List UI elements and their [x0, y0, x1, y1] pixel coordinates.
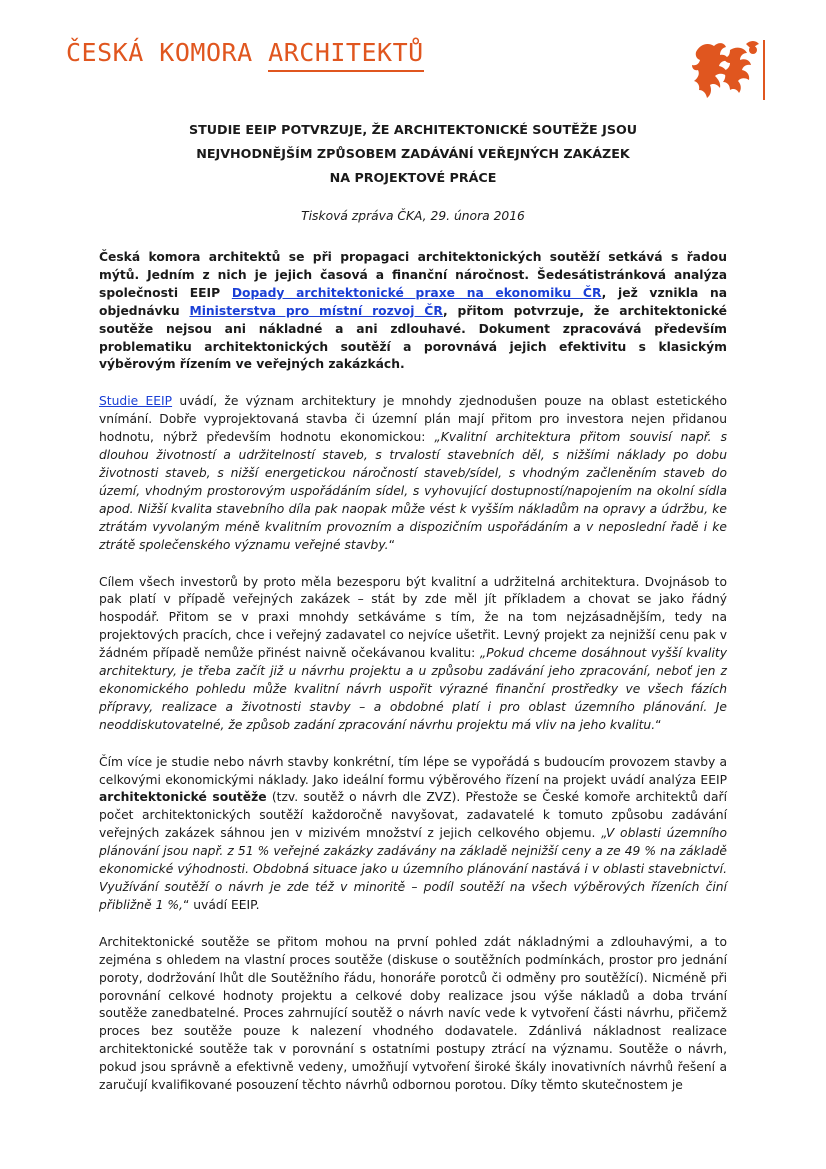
lead-paragraph: Česká komora architektů se při propagaci architektonických soutěží setkává s řadou mýtů. Jedním z nich je jejich časová a finanční náročnost. Šedesátistránková analýza společnosti EEIP Dopady architektonické praxe na ekonomiku ČR, jež vznikla na objednávku Ministerstva pro místní rozvoj ČR, přitom potvrzuje, že architektonické soutěže nejsou ani nákladné a ani zdlouhavé. Dokument zpracovává především problematiku architektonických soutěží a porovnává jejich efektivitu s klasickým výběrovým řízením ve veřejných zakázkách.	[99, 250, 728, 372]
paragraph-4: Architektonické soutěže se přitom mohou na první pohled zdát nákladnými a zdlouhavými, a to zejména s ohledem na vlastní proces soutěže (diskuse o soutěžních podmínkách, prostor pro jednání poroty, dodržování lhůt dle Soutěžního řádu, honoráře porotců či odměny pro soutěžící). Nicméně při porovnání celkové hodnoty projektu a celkové doby realizace jsou výše nákladů a doba trvání soutěže zanedbatelné. Proces zahrnující soutěž o návrh navíc vede k vytvoření části návrhu, přičemž proces bez soutěže pouze k nalezení vhodného dodavatele. Zdánlivá nákladnost realizace architektonické soutěže tak v porovnání s ostatními postupy ztrácí na významu. Soutěže o návrh, pokud jsou správně a efektivně vedeny, umožňují vytvoření široké škály inovativních návrhů řešení a zaručují kvalifikované posouzení těchto návrhů odbornou porotou. Díky těmto skutečnostem je	[99, 934, 727, 1093]
title-line: NEJVHODNĚJŠÍM ZPŮSOBEM ZADÁVÁNÍ VEŘEJNÝCH ZAKÁZEK	[196, 146, 630, 161]
paragraph-2: Cílem všech investorů by proto měla bezesporu být kvalitní a udržitelná architektura. Dvojnásob to pak platí v případě veřejných zakázek – stát by zde měl jít příkladem a chovat se jako řádný hospodář. Přitom se v praxi mnohdy setkáváme s tím, že na tom nejzásadnějším, tedy na projektových pracích, chce i veřejný zadavatel co nejvíce ušetřit. Levný projekt za nejnižší cenu pak v žádném případě nemůže přinést naivně očekávanou kvalitu: „Pokud chceme dosáhnout vyšší kvality architektury, je třeba začít již u návrhu projektu a u způsobu zadávání jeho zpracování, neboť jen z ekonomického pohledu může kvalitní návrh uspořit výrazné finanční prostředky ve všech fázích přípravy, realizace a životnosti stavby – a obdobné platí i pro oblast územního plánování. Je neoddiskutovatelné, že způsob zadání zpracování návrhu projektu má vliv na jeho kvalitu.“	[99, 574, 727, 732]
title-line: STUDIE EEIP POTVRZUJE, ŽE ARCHITEKTONICKÉ SOUTĚŽE JSOU	[188, 122, 638, 137]
studie-eeip-link[interactable]: Studie EEIP	[99, 394, 173, 409]
brand-last: ARCHITEKTŮ	[268, 38, 424, 72]
brand-first: ČESKÁ KOMORA	[66, 38, 269, 67]
title-line: NA PROJEKTOVÉ PRÁCE	[329, 170, 497, 185]
ministry-link[interactable]: Ministerstva pro místní rozvoj ČR	[189, 303, 444, 318]
quote: „Pokud chceme dosáhnout vyšší kvality architektury, je třeba začít již u návrhu projektu a u způsobu zadávání jeho zpracování, neboť jen z ekonomického pohledu může kvalitní návrh uspořit výrazné finanční prostředky ve všech fázích přípravy, realizace a životnosti stavby – a obdobné platí i pro oblast územního plánování. Je neoddiskutovatelné, že způsob zadání zpracování návrhu projektu má vliv na jeho kvalitu.	[99, 646, 727, 732]
quote: „Kvalitní architektura přitom souvisí např. s dlouhou životností a udržitelností staveb, s trvalostí stavebních děl, s nižšími náklady po dobu životnosti staveb, s nižší energetickou náročností staveb/sídel, s vhodným začleněním staveb do území, vhodným prostorovým uspořádáním sídel, s vyhovující dostupností/napojením na okolní sídla apod. Nižší kvalita stavebního díla pak naopak může vést k vyšším nákladům na opravy a údržbu, ke ztrátám vyvolaným méně kvalitním provozním a dispozičním uspořádáním a v neposlední řadě i ke ztrátě společenského významu veřejné stavby.	[99, 430, 727, 552]
paragraph-1: Studie EEIP uvádí, že význam architektury je mnohdy zjednodušen pouze na oblast estetického vnímání. Dobře vyprojektovaná stavba či územní plán mají přitom pro investora nejen přidanou hodnotu, nýbrž především hodnotu ekonomickou: „Kvalitní architektura přitom souvisí např. s dlouhou životností a udržitelností staveb, s trvalostí stavebních děl, s nižšími náklady po dobu životnosti staveb, s nižší energetickou náročností staveb/sídel, s vhodným začleněním staveb do území, vhodným prostorovým uspořádáním sídel, s vyhovující dostupností/napojením na okolní sídla apod. Nižší kvalita stavebního díla pak naopak může vést k vyšším nákladům na opravy a údržbu, ke ztrátám vyvolaným méně kvalitním provozním a dispozičním uspořádáním a v neposlední řadě i ke ztrátě společenského významu veřejné stavby.“	[99, 394, 727, 552]
press-release-date: Tisková zpráva ČKA, 29. února 2016	[301, 209, 525, 223]
brand-wordmark	[66, 38, 424, 72]
study-link[interactable]: Dopady architektonické praxe na ekonomiku ČR	[231, 285, 602, 300]
article	[99, 118, 727, 1095]
quote: „V oblasti územního plánování jsou např. z 51 % veřejné zakázky zadávány na základě nejnižší ceny a ze 49 % na základě ekonomické výhodnosti. Obdobná situace jako u územního plánování nastává i v oblasti stavebnictví. Využívání soutěží o návrh je zde též v minoritě – podíl soutěží na všech výběrových řízeních činí přibližně 1 %,	[99, 826, 727, 912]
lion-emblem-icon	[690, 38, 766, 102]
page-title	[99, 118, 727, 190]
emphasis: architektonické soutěže	[99, 790, 267, 805]
paragraph-3: Čím více je studie nebo návrh stavby konkrétní, tím lépe se vypořádá s budoucím provozem stavby a celkovými ekonomickými náklady. Jako ideální formu výběrového řízení na projekt uvádí analýza EEIP architektonické soutěže (tzv. soutěž o návrh dle ZVZ). Přestože se České komoře architektů daří počet architektonických soutěží každoročně navyšovat, zadavatelé k tomuto způsobu zadávání veřejných zakázek sáhnou jen v mizivém množství z jejich celkového objemu. „V oblasti územního plánování jsou např. z 51 % veřejné zakázky zadávány na základě nejnižší ceny a ze 49 % na základě ekonomické výhodnosti. Obdobná situace jako u územního plánování nastává i v oblasti stavebnictví. Využívání soutěží o návrh je zde též v minoritě – podíl soutěží na všech výběrových řízeních činí přibližně 1 %,“ uvádí EEIP.	[99, 754, 727, 912]
